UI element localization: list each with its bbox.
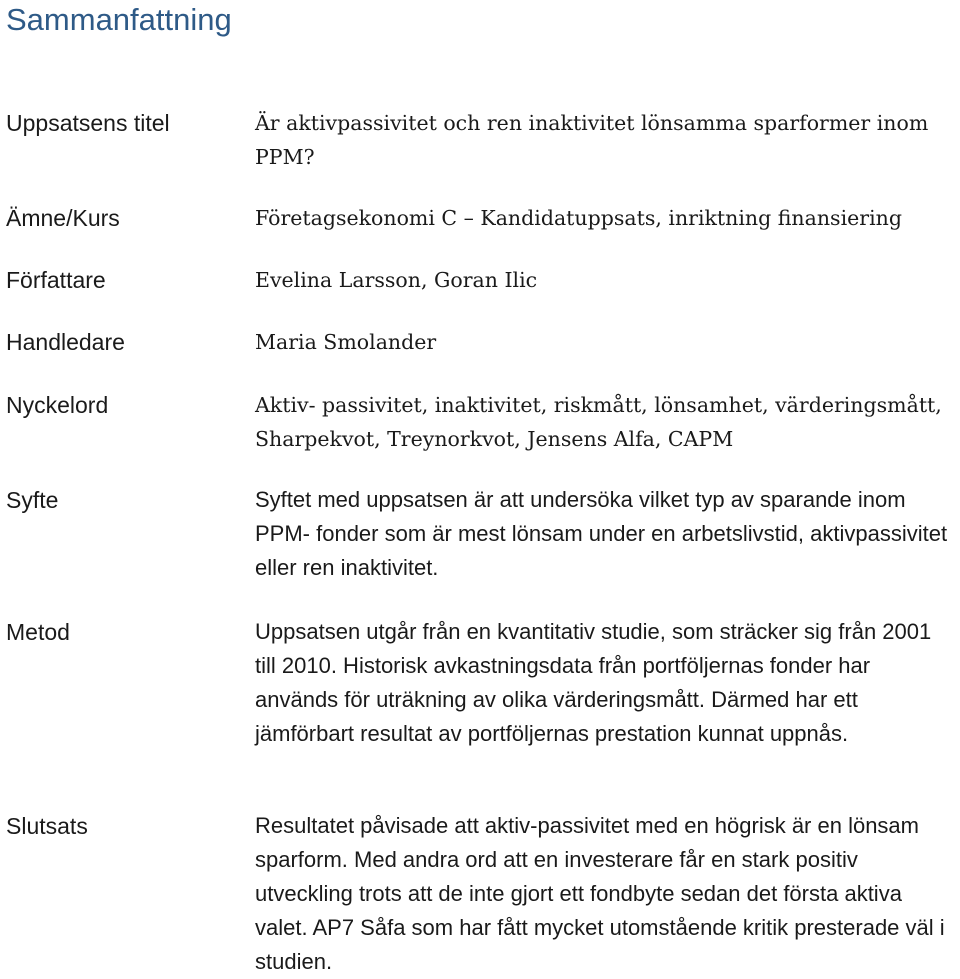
- label-title: Uppsatsens titel: [6, 110, 170, 136]
- label-keywords: Nyckelord: [6, 392, 109, 418]
- value-supervisor: Maria Smolander: [255, 330, 437, 354]
- value-authors: Evelina Larsson, Goran Ilic: [255, 268, 538, 292]
- value-subject: Företagsekonomi C – Kandidatuppsats, inriktning finansiering: [255, 206, 902, 230]
- label-authors: Författare: [6, 267, 106, 293]
- value-purpose: Syftet med uppsatsen är att undersöka vilket typ av sparande inom PPM- fonder som är mest lönsam under en arbetslivstid, aktivpassivitet eller ren inaktivitet.: [255, 487, 948, 580]
- label-supervisor: Handledare: [6, 329, 125, 355]
- label-method: Metod: [6, 619, 70, 645]
- label-subject: Ämne/Kurs: [6, 205, 120, 231]
- label-conclusion: Slutsats: [6, 813, 88, 839]
- value-conclusion: Resultatet påvisade att aktiv-passivitet med en högrisk är en lönsam sparform. Med andra ord att en investerare får en stark positiv utveckling trots att de inte gjort ett fondbyte sedan det första aktiva valet. AP7 Såfa som har fått mycket utomstående kritik presterade väl i studien.: [255, 813, 945, 974]
- value-method: Uppsatsen utgår från en kvantitativ studie, som sträcker sig från 2001 till 2010. Historisk avkastningsdata från portföljernas fonder har används för uträkning av olika värderingsmått. Därmed har ett jämförbart resultat av portföljernas prestation kunnat uppnås.: [255, 619, 932, 746]
- page-title: Sammanfattning: [6, 2, 232, 37]
- label-purpose: Syfte: [6, 487, 59, 513]
- value-keywords: Aktiv- passivitet, inaktivitet, riskmått, lönsamhet, värderingsmått, Sharpekvot, Treynorkvot, Jensens Alfa, CAPM: [255, 393, 942, 451]
- value-title: Är aktivpassivitet och ren inaktivitet lönsamma sparformer inom PPM?: [255, 111, 929, 169]
